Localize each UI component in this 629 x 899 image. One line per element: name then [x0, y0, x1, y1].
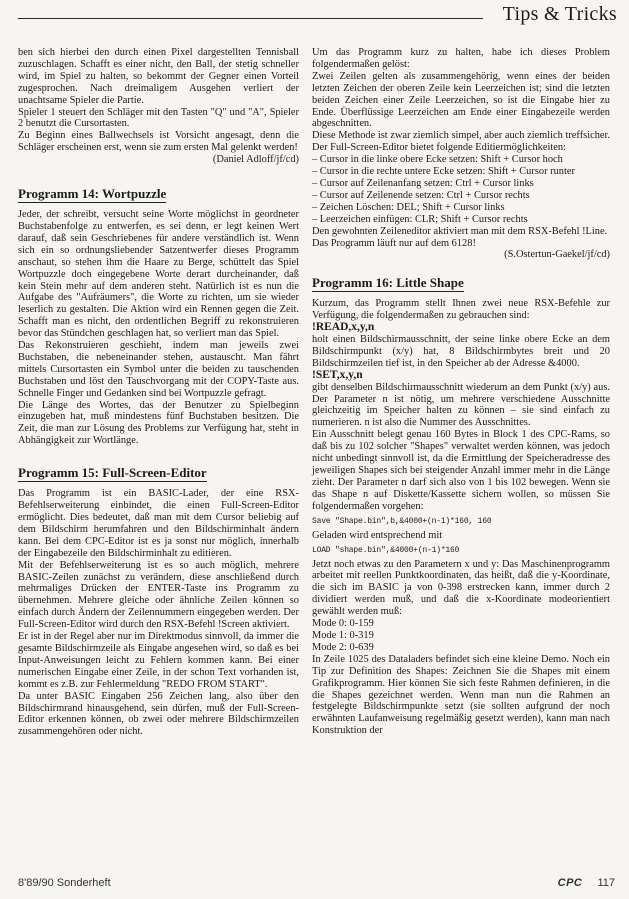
left-column — [18, 47, 299, 738]
intro-signature: (Daniel Adloff/jf/cd) — [212, 154, 299, 166]
mode-line: Mode 1: 0-319 — [312, 629, 374, 641]
key-list-item: – Leerzeichen einfügen: CLR; Shift + Cursor rechts — [312, 213, 528, 225]
p15-cont-2: Zwei Zeilen gelten als zusammengehörig, wenn eines der beiden letzten Zeichen der oberen Zeile kein Leerzeichen ist; sind die letzten beiden Zeichen einer Zeile Leerzeichen, so ist die Eingabe hier zu Ende. Überflüssige Leerzeichen am Ende einer Eingabezeile werden abgeschnitten. — [312, 70, 610, 130]
issue-label: 8'89/90 Sonderheft — [18, 877, 111, 889]
p15-signature: (S.Ostertun-Gaekel/jf/cd) — [504, 249, 610, 261]
mode-line: Mode 2: 0-639 — [312, 641, 374, 653]
demo-paragraph: In Zeile 1025 des Dataladers befindet sich eine kleine Demo. Noch ein Tip zur Definition des Shapes: Zeichnen Sie die Shapes mit einem Grafikprogramm. Hier können Sie sich feste Rahmen definieren, in die die Shapes gezeichnet werden. Wenn man nun die Rahmen an festgelegte Bildschirmpunkte setzt (sie sollten aufgrund der noch erwähnten Laufanweisung regelmäßig gesetzt werden), kann man nach Konstruktion der — [312, 653, 610, 737]
intro-paragraph-3: Zu Beginn eines Ballwechsels ist Vorsicht angesagt, denn die Schläger erscheinen erst, wenn sie zum ersten Mal gelenkt werden! — [18, 130, 299, 154]
intro-paragraph-2: Spieler 1 steuert den Schläger mit den Tasten "Q" und "A", Spieler 2 benutzt die Cursortasten. — [18, 106, 299, 130]
key-list-item: – Zeichen Löschen: DEL; Shift + Cursor links — [312, 201, 505, 213]
right-column — [312, 47, 610, 737]
code-load: LOAD "shape.bin",&4000+(n-1)*160 — [312, 545, 460, 555]
section-label: Tips & Tricks — [502, 3, 617, 25]
command-set: !SET,x,y,n — [312, 368, 363, 381]
program-14-heading: Programm 14: Wortpuzzle — [18, 186, 167, 202]
p15-paragraph-4: Da unter BASIC Eingaben 256 Zeichen lang, also über den Bildschirmrand hinausgehend, sein dürfen, muß der Full-Screen-Editor erkennen können, ob zwei oder mehrere Bildschirmzeilen zusammengehören oder nicht. — [18, 690, 299, 738]
key-list-item: – Cursor auf Zeilenanfang setzen: Ctrl + Cursor links — [312, 177, 534, 189]
parameter-paragraph: Jetzt noch etwas zu den Parametern x und y: Das Maschinenprogramm arbeitet mit reellen Punktkoordinaten, das heißt, daß die y-Koordinate, die sich im BASIC ja von 0-398 erstrecken kann, immer durch 2 dividiert werden muß, und daß die x-Koordinate modeorientiert gewählt werden muß: — [312, 558, 610, 618]
program-16-heading: Programm 16: Little Shape — [312, 275, 464, 291]
p15-cont-3: Diese Methode ist zwar ziemlich simpel, aber auch ziemlich treffsicher. Der Full-Screen-Editor bietet folgende Editiermöglichkeiten: — [312, 130, 610, 154]
key-list-item: – Cursor in die linke obere Ecke setzen: Shift + Cursor hoch — [312, 154, 563, 166]
key-list-item: – Cursor auf Zeilenende setzen: Ctrl + Cursor rechts — [312, 189, 530, 201]
p15-cont-1: Um das Programm kurz zu halten, habe ich dieses Problem folgendermaßen gelöst: — [312, 47, 610, 70]
command-read: !READ,x,y,n — [312, 321, 375, 334]
set-description: gibt denselben Bildschirmausschnitt wiederum an dem Punkt (x/y) aus. Der Parameter n ist nötig, um mehrere verschiedene Ausschnitte gleichzeitig im Speicher halten zu können – sie sind einfach zu numerieren. n ist also die Nummer des Ausschnittes. — [312, 381, 610, 429]
p15-paragraph-1: Das Programm ist ein BASIC-Lader, der eine RSX-Befehlserweiterung einbindet, die einen Full-Screen-Editor ermöglicht. Dies bedeutet, daß man mit dem Cursor beliebig auf dem Bildschirm herumfahren und den Bildschirminhalt ändern kann. Bei dem CPC-Editor ist es ja sonst nur möglich, innerhalb der Eingabezeile den Bildschirminhalt zu editieren. — [18, 488, 299, 559]
page-footer — [558, 877, 615, 889]
p15-end-2: Das Programm läuft nur auf dem 6128! — [312, 237, 476, 249]
code-save: Save "Shape.bin",b,&4000+(n-1)*160, 160 — [312, 516, 492, 526]
mode-line: Mode 0: 0-159 — [312, 618, 374, 630]
page-number: 117 — [597, 877, 615, 889]
p14-paragraph-2: Das Rekonstruieren geschieht, indem man jeweils zwei Buchstaben, die nebeneinander stehen, austauscht. Man fährt mittels Cursortasten ein Symbol unter die beiden zu tauschenden Buchstaben und löst den Tauschvorgang mit der COPY-Taste aus. Schnelle Finger und Gedanken sind bei Wortpuzzle gefragt. — [18, 340, 299, 399]
program-15-heading: Programm 15: Full-Screen-Editor — [18, 465, 207, 481]
p16-intro: Kurzum, das Programm stellt Ihnen zwei neue RSX-Befehle zur Verfügung, die folgendermaßen zu gebrauchen sind: — [312, 298, 610, 322]
shape-paragraph: Ein Ausschnitt belegt genau 160 Bytes in Block 1 des CPC-Rams, so daß bis zu 102 solcher "Shapes" verwaltet werden können, was jedoch nicht unbedingt sinnvoll ist, da die Ermittlung der Speicheradresse des jeweiligen Shapes sich bei steigender Anzahl immer mehr in die Länge zieht. Der Parameter n darf sich also von 1 bis 102 bewegen. Wenn sie das Shape n auf Diskette/Kassette sichern wollen, so müssen Sie folgendermaßen vorgehen: — [312, 429, 610, 512]
p15-end-1: Den gewohnten Zeileneditor aktiviert man mit dem RSX-Befehl !Line. — [312, 225, 608, 237]
intro-paragraph-1: ben sich hierbei den durch einen Pixel dargestellten Tennisball zuzuschlagen. Schafft es einer nicht, den Ball, der stetig schneller wird, im Spiel zu halten, so bekommt der Gegner einen Vorteil zugesprochen. Nach dreimaligem Ausgehen verliert der unachtsame Spieler die Partie. — [18, 47, 299, 106]
header-rule — [18, 18, 483, 19]
p15-paragraph-2: Mit der Befehlserweiterung ist es so auch möglich, mehrere BASIC-Zeilen zunächst zu verändern, diese anschließend durch mehrmaliges Drücken der ENTER-Taste ins Programm zu übernehmen. Mehrere gleiche oder ähnliche Zeilen können so einfach durch Ändern der Zeilennummern eingegeben werden. Der Full-Screen-Editor wird durch den RSX-Befehl !Screen aktiviert. — [18, 559, 299, 631]
load-paragraph: Geladen wird entsprechend mit — [312, 529, 443, 541]
p14-paragraph-1: Jeder, der schreibt, versucht seine Worte möglichst in geordneter Buchstabenfolge zu entwerfen, es sei denn, er legt keinen Wert darauf, daß sein Geschriebenes für andere verständlich ist. Wenn sich ein so ordnungsliebender Satzentwerfer dieses Programm anschaut, so stehen ihm die Haare zu Berge, schüttelt das Spiel Wortpuzzle doch eingegebene Worte derart durcheinander, daß kein Stein mehr auf dem anderen steht. Natürlich ist es nun die Aufgabe des "Aufräumers", die Worte zu richten, um sie wieder leserlich zu gestalten. Die Aktion wird ein Rennen gegen die Zeit. Schafft man es nicht, den ordentlichen Begriff zu rekonstruieren bevor das Stündchen geschlagen hat, so verliert man das Spiel. — [18, 209, 299, 340]
magazine-logo: CPC — [557, 877, 583, 889]
key-list-item: – Cursor in die rechte untere Ecke setzen: Shift + Cursor runter — [312, 166, 575, 178]
read-description: holt einen Bildschirmausschnitt, der seine linke obere Ecke an dem Bildschirmpunkt (x/y) hat, 8 Bildschirmbytes breit und 20 Bildschirmzeilen tief ist, in den Speicher ab der Adresse &4000. — [312, 334, 610, 369]
p14-paragraph-3: Die Länge des Wortes, das der Benutzer zu Spielbeginn einzugeben hat, muß mindestens fünf Buchstaben besitzen. Die Zeit, die man zur Lösung des Problems zur Verfügung hat, steht in Abhängigkeit zur Wortlänge. — [18, 399, 299, 447]
p15-paragraph-3: Er ist in der Regel aber nur im Direktmodus sinnvoll, da immer die gesamte Bildschirmzeile als Eingabe angesehen wird, so daß es bei Input-Anweisungen leicht zu Fehlern kommen kann. Bei einer numerischen Eingabe einer Zeile, in der schon Text vorhanden ist, kommt es z.B. zur Fehlermeldung "REDO FROM START". — [18, 631, 299, 690]
